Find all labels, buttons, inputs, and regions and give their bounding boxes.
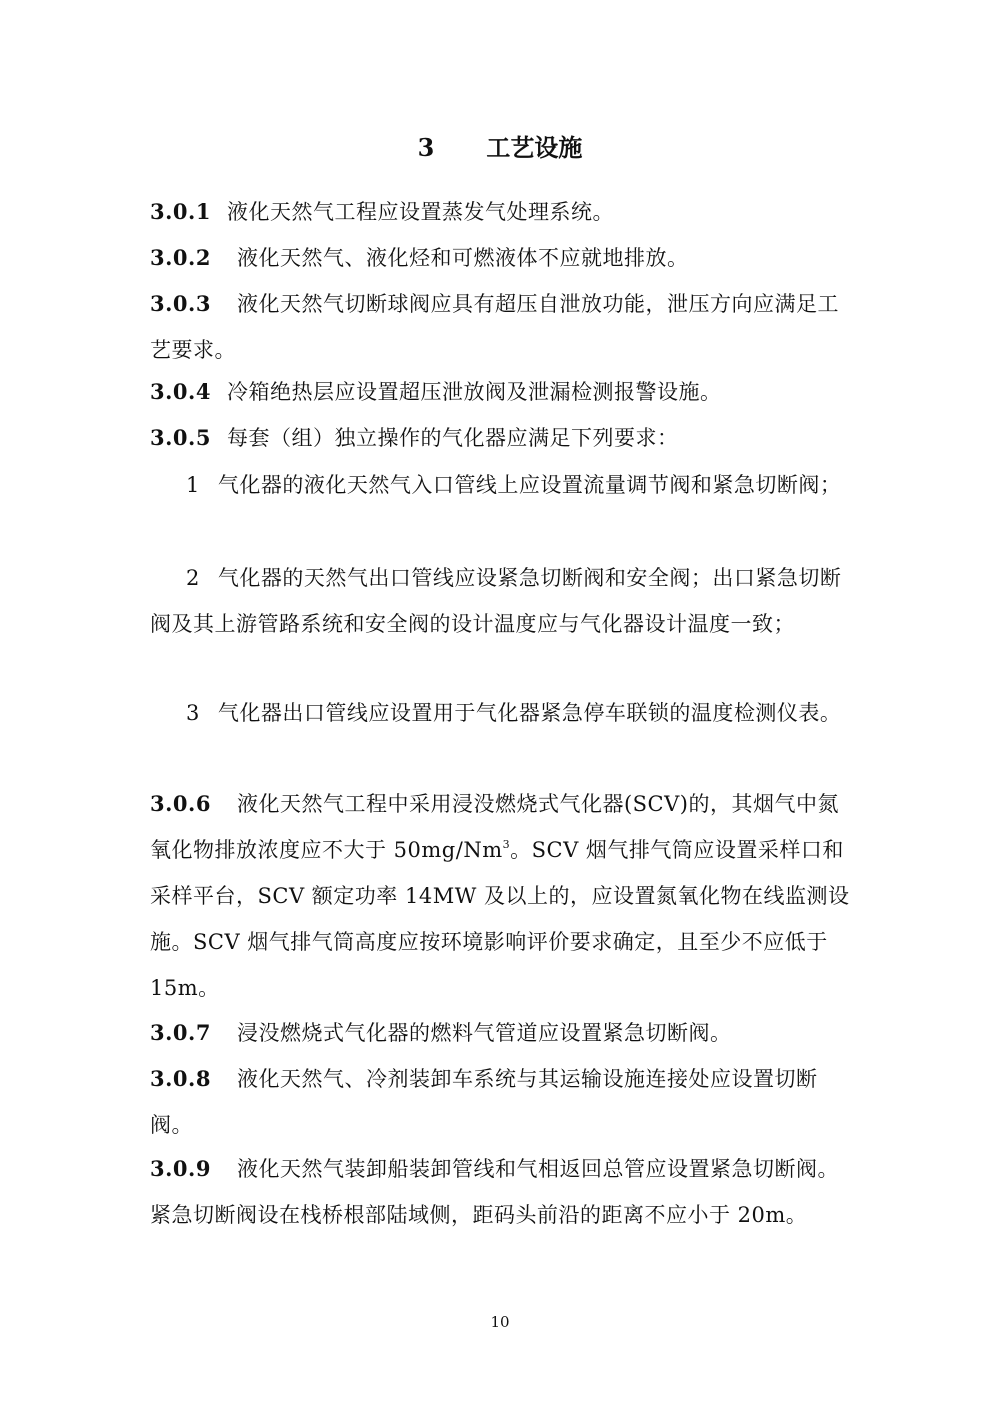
clause-3-0-8	[150, 1056, 850, 1148]
page-number: 10	[490, 1313, 510, 1331]
clause-text: 液化天然气切断球阀应具有超压自泄放功能，泄压方向应满足工艺要求。	[150, 292, 839, 362]
list-item-1	[150, 462, 850, 508]
clause-number: 3.0.2	[150, 245, 211, 270]
clause-3-0-4	[150, 369, 850, 415]
clause-text-part-2: 。SCV 烟气排气筒应设置采样口和采样平台，SCV 额定功率 14MW 及以上的，应设置氮氧化物在线监测设施。SCV 烟气排气筒高度应按环境影响评价要求确定，且至少不应低于 15m。	[150, 838, 850, 1000]
clause-3-0-1	[150, 189, 850, 235]
item-number: 2	[186, 566, 200, 590]
clause-text: 冷箱绝热层应设置超压泄放阀及泄漏检测报警设施。	[226, 380, 722, 404]
item-text: 气化器的天然气出口管线应设紧急切断阀和安全阀；出口紧急切断阀及其上游管路系统和安全阀的设计温度应与气化器设计温度一致；	[150, 566, 842, 636]
item-number: 1	[186, 473, 200, 497]
clause-text: 液化天然气、冷剂装卸车系统与其运输设施连接处应设置切断阀。	[150, 1067, 818, 1137]
clause-3-0-7	[150, 1010, 850, 1056]
clause-text: 液化天然气工程应设置蒸发气处理系统。	[226, 200, 614, 224]
chapter-heading	[0, 128, 1000, 168]
chapter-title: 工艺设施	[486, 133, 583, 162]
clause-text: 每套（组）独立操作的气化器应满足下列要求：	[226, 426, 679, 450]
clause-text: 浸没燃烧式气化器的燃料气管道应设置紧急切断阀。	[236, 1021, 732, 1045]
clause-text-part-1: 液化天然气工程中采用浸没燃烧式气化器(SCV)的，其烟气中氮氧化物排放浓度应不大于 50mg/Nm	[150, 792, 839, 862]
clause-3-0-5	[150, 415, 850, 461]
clause-3-0-2	[150, 235, 850, 281]
item-text: 气化器出口管线应设置用于气化器紧急停车联锁的温度检测仪表。	[217, 701, 842, 725]
chapter-number: 3	[417, 133, 435, 162]
list-item-3	[150, 690, 850, 736]
list-item-2	[150, 555, 850, 647]
item-text: 气化器的液化天然气入口管线上应设置流量调节阀和紧急切断阀；	[217, 473, 842, 497]
clause-number: 3.0.5	[150, 425, 211, 450]
clause-number: 3.0.6	[150, 791, 211, 816]
item-number: 3	[186, 701, 200, 725]
clause-text: 液化天然气装卸船装卸管线和气相返回总管应设置紧急切断阀。紧急切断阀设在栈桥根部陆域侧，距码头前沿的距离不应小于 20m。	[150, 1157, 839, 1227]
clause-number: 3.0.4	[150, 379, 211, 404]
clause-number: 3.0.9	[150, 1156, 211, 1181]
clause-3-0-9	[150, 1146, 850, 1238]
clause-number: 3.0.1	[150, 199, 211, 224]
clause-text: 液化天然气、液化烃和可燃液体不应就地排放。	[236, 246, 689, 270]
clause-number: 3.0.8	[150, 1066, 211, 1091]
clause-3-0-6	[150, 781, 850, 1011]
clause-number: 3.0.3	[150, 291, 211, 316]
clause-number: 3.0.7	[150, 1020, 211, 1045]
clause-3-0-3	[150, 281, 850, 373]
superscript: 3	[502, 838, 511, 851]
